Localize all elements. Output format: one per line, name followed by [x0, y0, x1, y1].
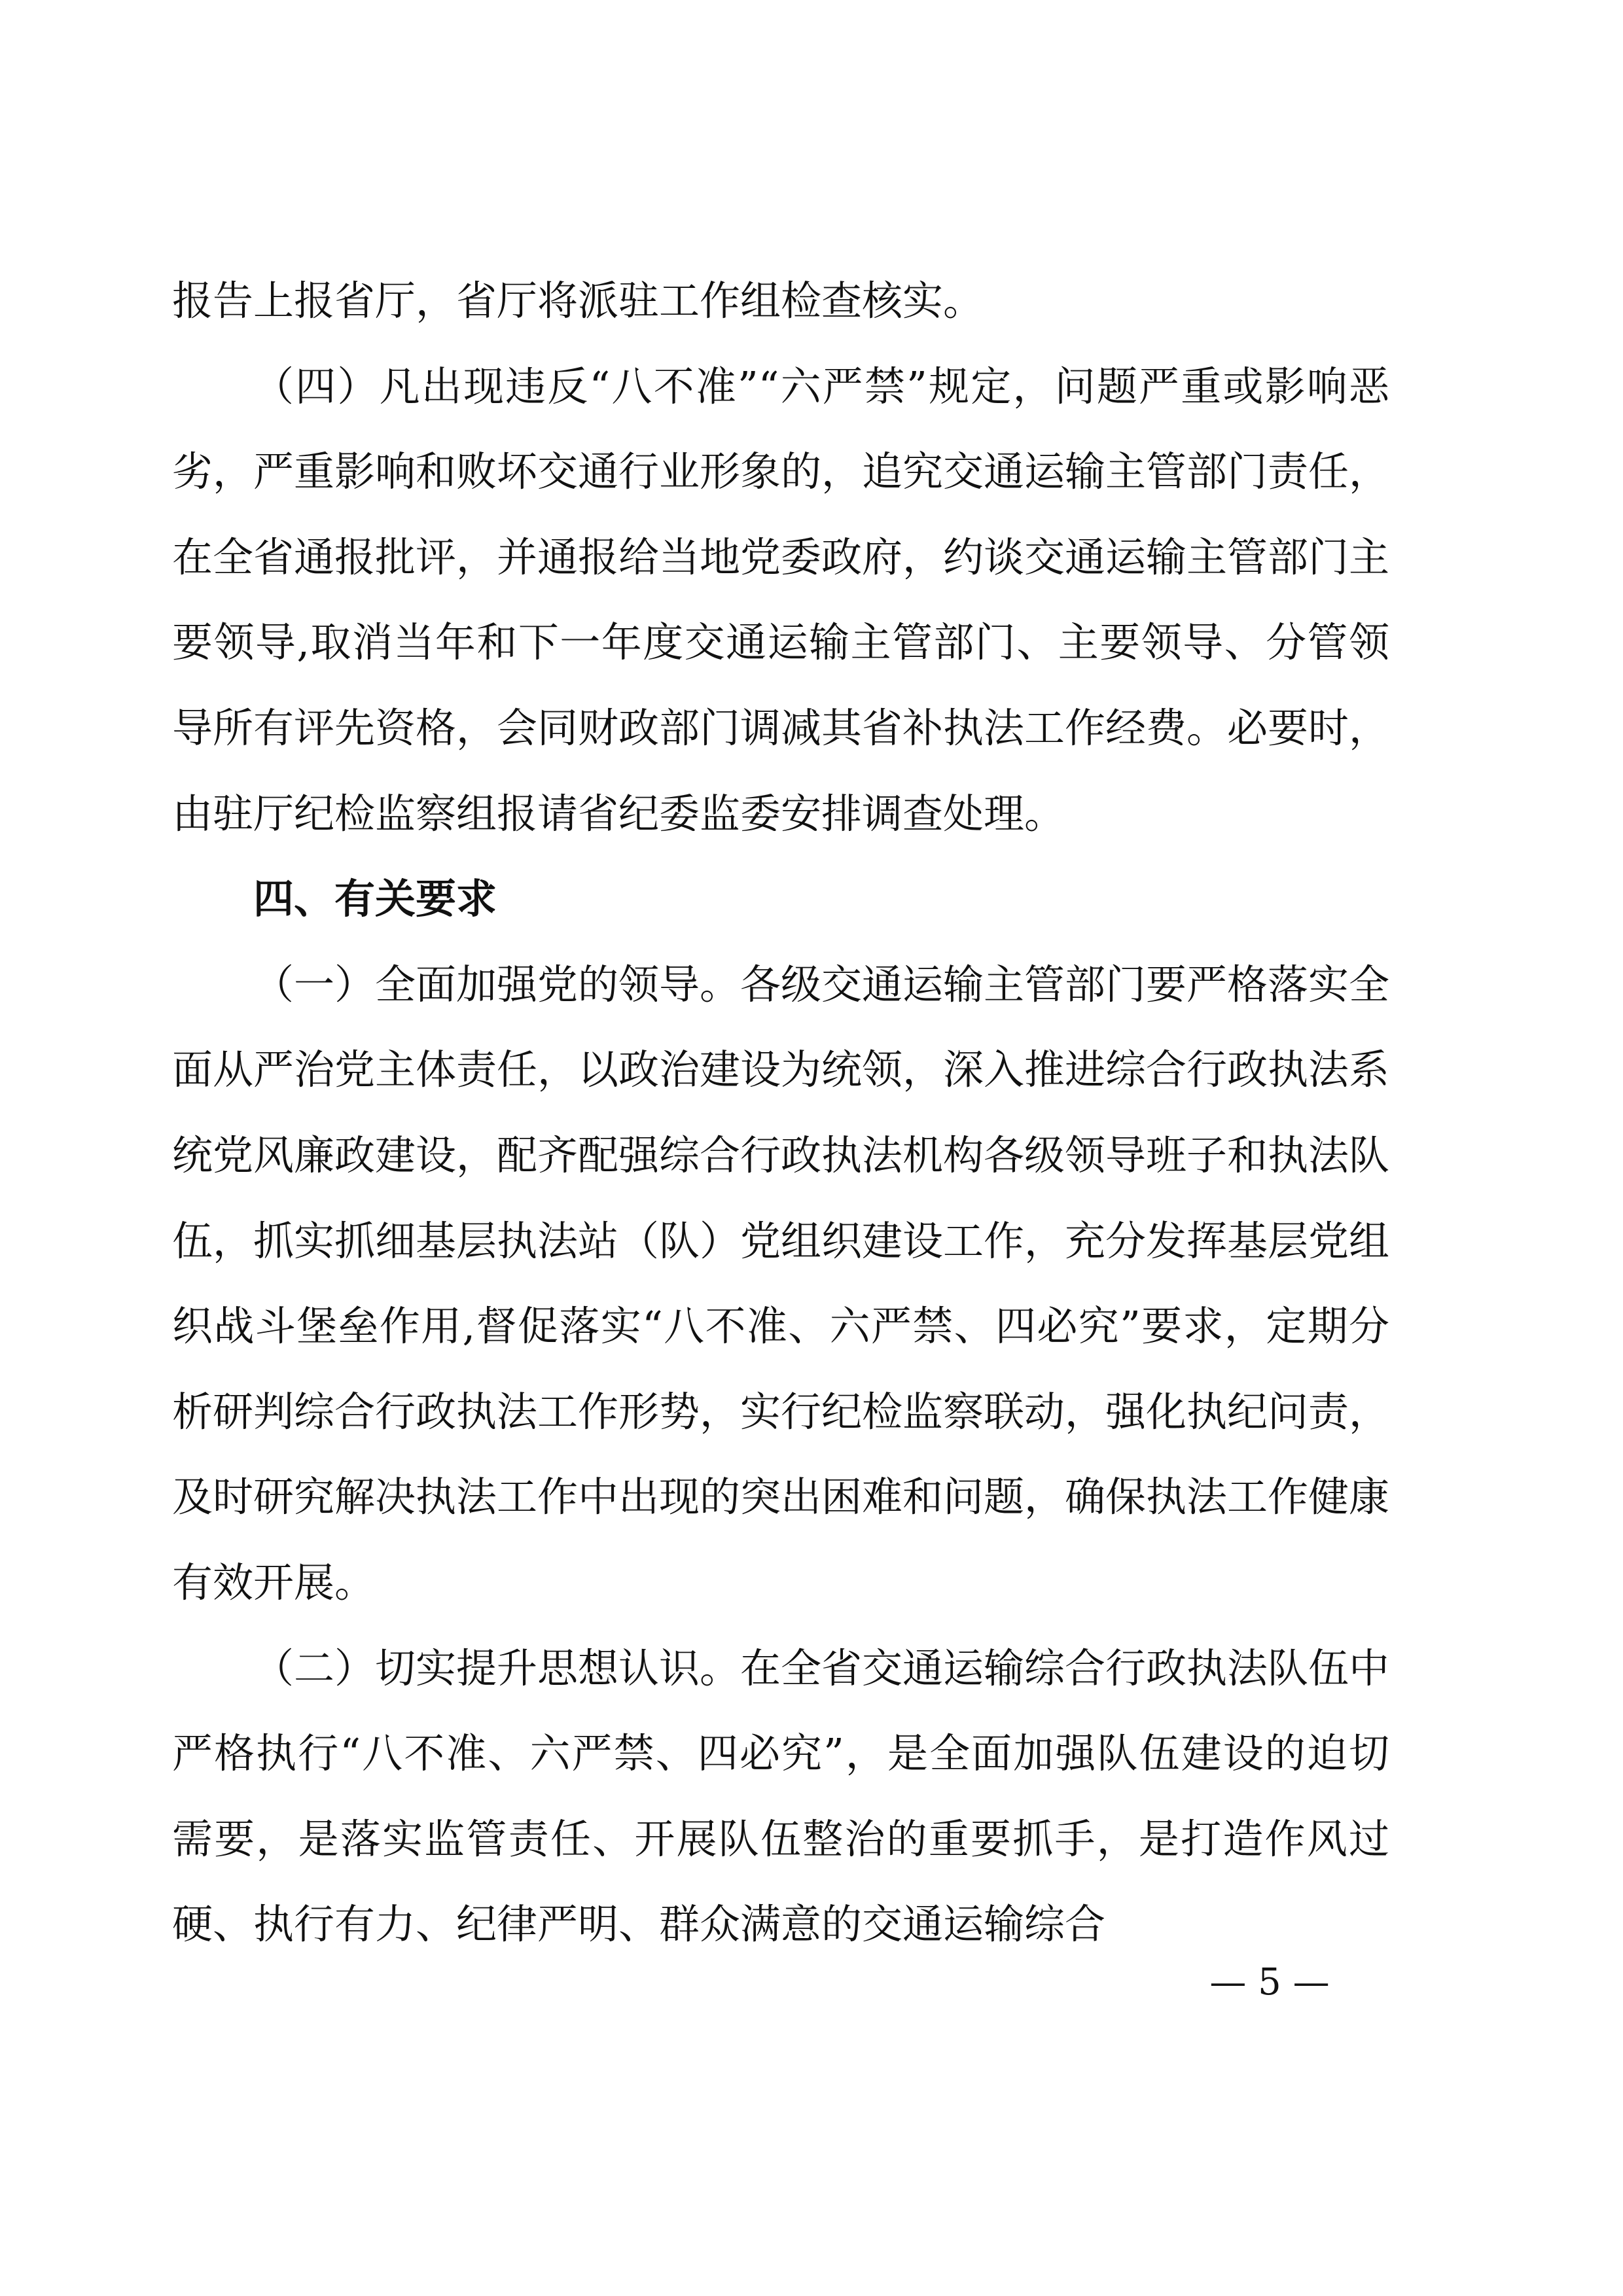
document-body	[172, 258, 1389, 1968]
section-heading-requirements: 四、有关要求	[253, 875, 497, 923]
paragraph-item-4: （四）凡出现违反“八不准”“六严禁”规定，问题严重或影响恶劣，严重影响和败坏交通行业形象的，追究交通运输主管部门责任，在全省通报批评，并通报给当地党委政府，约谈交通运输主管部门主要领导,取消当年和下一年度交通运输主管部门、主要领导、分管领导所有评先资格，会同财政部门调减其省补执法工作经费。必要时，由驻厅纪检监察组报请省纪委监委安排调查处理。	[172, 362, 1390, 838]
paragraph-requirement-1: （一）全面加强党的领导。各级交通运输主管部门要严格落实全面从严治党主体责任，以政治建设为统领，深入推进综合行政执法系统党风廉政建设，配齐配强综合行政执法机构各级领导班子和执法队伍，抓实抓细基层执法站（队）党组织建设工作，充分发挥基层党组织战斗堡垒作用,督促落实“八不准、六严禁、四必究”要求，定期分析研判综合行政执法工作形势，实行纪检监察联动，强化执纪问责，及时研究解决执法工作中出现的突出困难和问题，确保执法工作健康有效开展。	[172, 960, 1390, 1606]
paragraph-continuation: 报告上报省厅，省厅将派驻工作组检查核实。	[172, 277, 984, 325]
page-number: — 5 —	[1209, 1961, 1330, 2004]
paragraph-requirement-2: （二）切实提升思想认识。在全省交通运输综合行政执法队伍中严格执行“八不准、六严禁、四必究”，是全面加强队伍建设的迫切需要，是落实监管责任、开展队伍整治的重要抓手，是打造作风过硬、执行有力、纪律严明、群众满意的交通运输综合	[172, 1644, 1390, 1949]
